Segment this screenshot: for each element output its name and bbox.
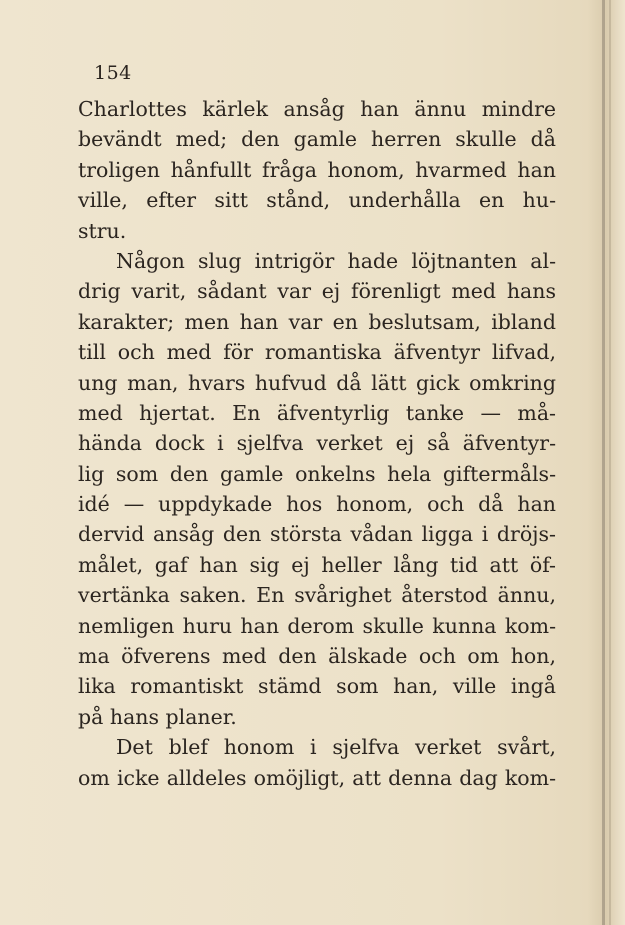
text-line: med hjertat. En äfventyrlig tanke — må- [78,400,556,425]
text-line: om icke alldeles omöjligt, att denna dag kom- [78,765,556,790]
page-edge [609,0,611,925]
page-number: 154 [94,62,132,84]
text-line: lig som den gamle onkelns hela giftermåls- [78,461,556,486]
text-line: Det blef honom i sjelfva verket svårt, [116,735,556,760]
text-line: vertänka saken. En svårighet återstod ännu, [78,583,556,608]
text-line: ville, efter sitt stånd, underhålla en hu- [78,188,556,213]
text-line: Någon slug intrigör hade löjtnanten al- [116,248,556,273]
text-line: till och med för romantiska äfventyr lifvad, [78,340,556,365]
text-line: ung man, hvars hufvud då lätt gick omkring [78,370,556,395]
text-line: idé — uppdykade hos honom, och då han [78,492,556,517]
text-line: troligen hånfullt fråga honom, hvarmed han [78,157,556,182]
body-text [78,94,556,793]
text-line: lika romantiskt stämd som han, ville ingå [78,674,556,699]
text-line: stru. [78,218,127,243]
text-line: målet, gaf han sig ej heller lång tid att öf- [78,552,556,577]
text-line: ma öfverens med den älskade och om hon, [78,644,556,669]
text-line: på hans planer. [78,704,237,729]
text-line: bevändt med; den gamle herren skulle då [78,127,556,152]
text-line: dervid ansåg den största vådan ligga i dröjs- [78,522,556,547]
text-line: karakter; men han var en beslutsam, ibland [78,309,556,334]
text-line: drig varit, sådant var ej förenligt med hans [78,279,556,304]
text-line: nemligen huru han derom skulle kunna kom- [78,613,556,638]
text-line: hända dock i sjelfva verket ej så äfventyr- [78,431,556,456]
text-line: Charlottes kärlek ansåg han ännu mindre [78,97,556,121]
page-gutter-shadow [602,0,605,925]
